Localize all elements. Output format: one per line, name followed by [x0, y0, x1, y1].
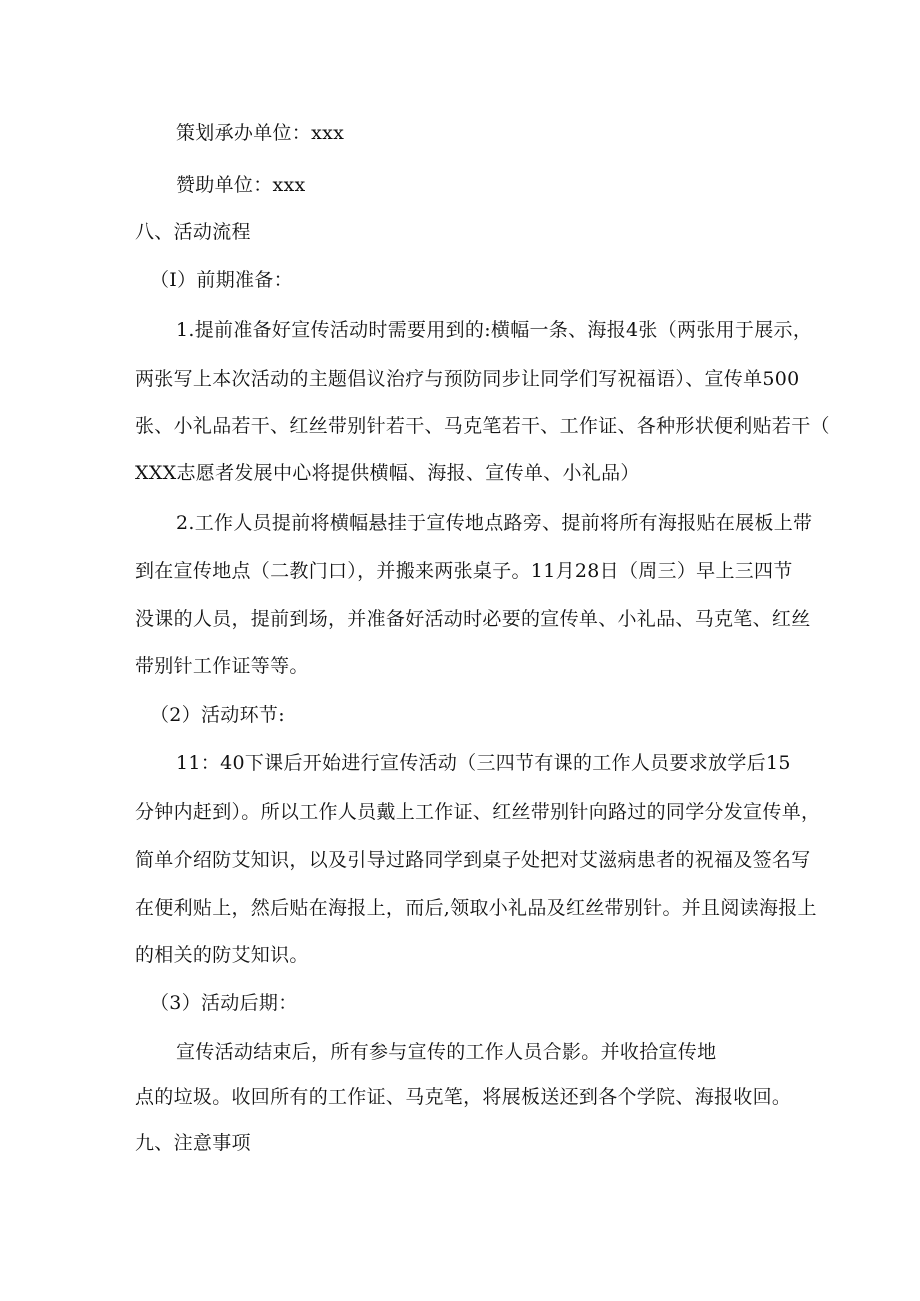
phase-2-line-4: 在便利贴上，然后贴在海报上，而后,领取小礼品及红丝带别针。并且阅读海报上: [135, 897, 817, 919]
phase-1-item-2-line-1: 2.工作人员提前将横幅悬挂于宣传地点路旁、提前将所有海报贴在展板上带: [176, 512, 813, 534]
phase-1-item-1-line-3: 张、小礼品若干、红丝带别针若干、马克笔若干、工作证、各种形状便利贴若干（: [135, 415, 830, 437]
sponsor-line: 赞助单位：xxx: [176, 174, 306, 196]
phase-2-heading: （2）活动环节:: [150, 704, 285, 726]
phase-1-item-2-line-2: 到在宣传地点（二教门口），并搬来两张桌子。11月28日（周三）早上三四节: [135, 560, 793, 582]
phase-3-heading: （3）活动后期：: [150, 992, 298, 1014]
section-8-heading: 八、活动流程: [135, 221, 251, 243]
phase-1-item-2-line-4: 带别针工作证等等。: [135, 655, 309, 677]
phase-1-item-1-line-2: 两张写上本次活动的主题倡议治疗与预防同步让同学们写祝福语）、宣传单500: [135, 368, 800, 390]
organizer-line: 策划承办单位：xxx: [176, 122, 345, 144]
phase-3-line-1: 宣传活动结束后，所有参与宣传的工作人员合影。并收拾宣传地: [176, 1041, 717, 1063]
phase-2-line-5: 的相关的防艾知识。: [135, 944, 309, 966]
phase-2-line-2: 分钟内赶到）。所以工作人员戴上工作证、红丝带别针向路过的同学分发宣传单，: [135, 801, 821, 823]
phase-2-line-3: 简单介绍防艾知识，以及引导过路同学到桌子处把对艾滋病患者的祝福及签名写: [135, 849, 811, 871]
phase-1-item-1-line-1: 1.提前准备好宣传活动时需要用到的:横幅一条、海报4张（两张用于展示，: [176, 319, 813, 341]
phase-2-line-1: 11：40下课后开始进行宣传活动（三四节有课的工作人员要求放学后15: [176, 752, 791, 774]
phase-1-item-1-line-4: XXX志愿者发展中心将提供横幅、海报、宣传单、小礼品）: [135, 462, 640, 484]
phase-3-line-2: 点的垃圾。收回所有的工作证、马克笔，将展板送还到各个学院、海报收回。: [135, 1086, 792, 1108]
phase-1-heading: （I）前期准备：: [150, 269, 293, 291]
section-9-heading: 九、注意事项: [135, 1132, 251, 1154]
phase-1-item-2-line-3: 没课的人员，提前到场，并准备好活动时必要的宣传单、小礼品、马克笔、红丝: [135, 608, 811, 630]
